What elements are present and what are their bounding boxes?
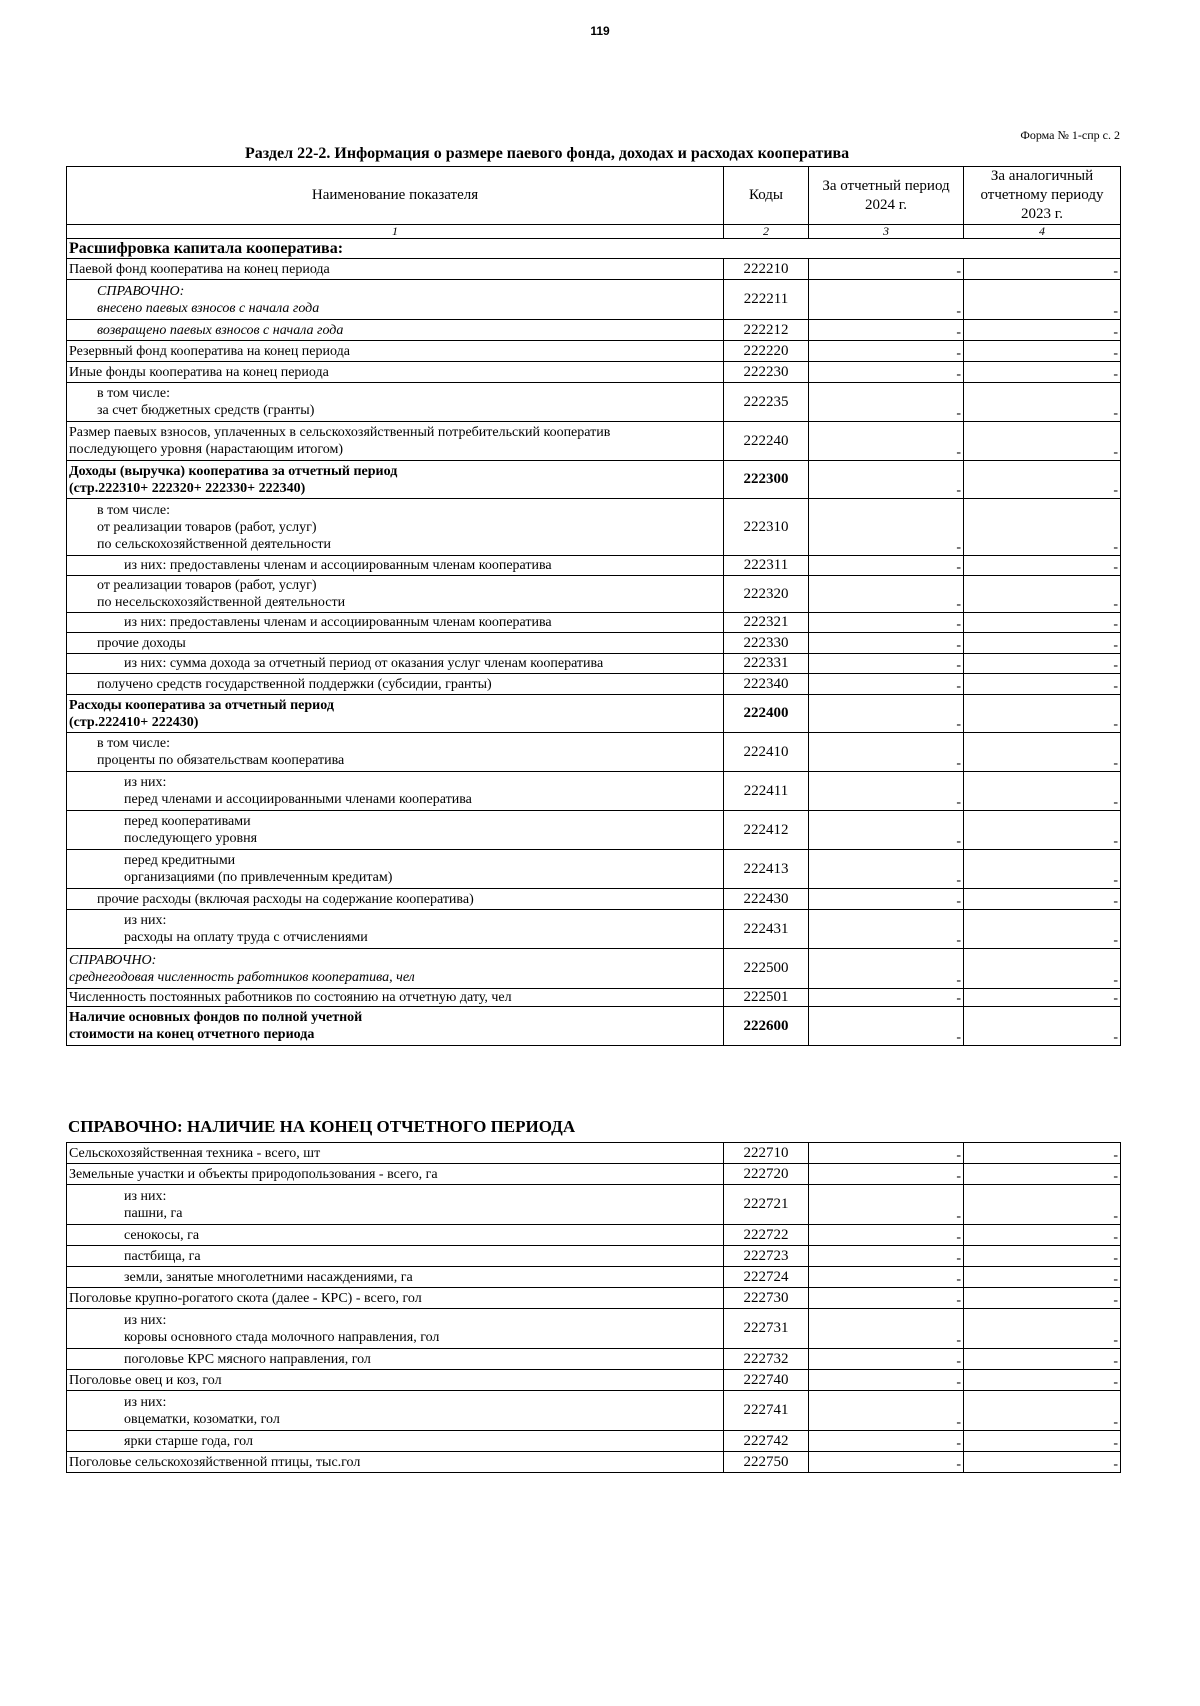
section1-row-222235 [67, 383, 1121, 422]
row-code: 222740 [724, 1370, 809, 1391]
row-code: 222723 [724, 1246, 809, 1267]
indicator-name-line: из них: [124, 1188, 167, 1204]
row-code: 222300 [724, 461, 809, 499]
indicator-name-line: пастбища, га [124, 1248, 201, 1264]
indicator-name [67, 1452, 724, 1473]
indicator-name-line: Наличие основных фондов по полной учетной [69, 1010, 363, 1025]
value-current-period[interactable]: - [809, 461, 964, 499]
row-code: 222430 [724, 889, 809, 910]
indicator-name [67, 613, 724, 633]
header-current-period-year: 2024 г. [865, 196, 907, 213]
value-previous-period[interactable]: - [964, 889, 1121, 910]
indicator-name-line: из них: предоставлены членам и ассоциированным членам кооператива [124, 558, 552, 573]
row-code: 222230 [724, 362, 809, 383]
indicator-name-line: возвращено паевых взносов с начала года [97, 322, 344, 338]
section2-row-222720 [67, 1164, 1121, 1185]
header-indicator-name: Наименование показателя [67, 167, 724, 225]
section1-row-222431 [67, 910, 1121, 949]
section-title: Раздел 22-2. Информация о размере паевого фонда, доходах и расходах кооператива [245, 145, 850, 162]
indicator-name-line: пашни, га [124, 1205, 183, 1221]
indicator-name-line: поголовье КРС мясного направления, гол [124, 1351, 371, 1367]
indicator-name-line: СПРАВОЧНО: [69, 952, 157, 968]
value-current-period[interactable]: - [809, 695, 964, 733]
indicator-name [67, 850, 724, 889]
indicator-name [67, 633, 724, 654]
indicator-name-line: в том числе: [97, 736, 170, 751]
indicator-name-line: из них: [124, 1312, 167, 1328]
indicator-name-line: из них: предоставлены членам и ассоциированным членам кооператива [124, 615, 552, 630]
row-code: 222331 [724, 654, 809, 674]
indicator-name-line: получено средств государственной поддержки (субсидии, гранты) [97, 676, 492, 692]
indicator-name-line: Иные фонды кооператива на конец периода [69, 364, 329, 380]
indicator-name [67, 811, 724, 850]
section1-row-222410 [67, 733, 1121, 772]
indicator-name-line: перед членами и ассоциированными членами кооператива [124, 792, 472, 807]
row-code: 222220 [724, 341, 809, 362]
indicator-name-line: Поголовье овец и коз, гол [69, 1372, 222, 1388]
indicator-name [67, 1391, 724, 1431]
value-previous-period[interactable]: - [964, 422, 1121, 461]
indicator-name-line: (стр.222310+ 222320+ 222330+ 222340) [69, 480, 306, 496]
value-current-period[interactable]: - [809, 733, 964, 772]
value-current-period[interactable]: - [809, 1225, 964, 1246]
value-current-period[interactable]: - [809, 1143, 964, 1164]
indicator-name-line: перед кооперативами [124, 814, 251, 829]
section1-row-222430 [67, 889, 1121, 910]
indicator-name [67, 280, 724, 320]
value-current-period[interactable]: - [809, 362, 964, 383]
section2-row-222742 [67, 1431, 1121, 1452]
section1-row-222321 [67, 613, 1121, 633]
value-current-period[interactable]: - [809, 1452, 964, 1473]
indicator-name [67, 1431, 724, 1452]
value-previous-period[interactable]: - [964, 910, 1121, 949]
value-current-period[interactable]: - [809, 910, 964, 949]
section2-row-222730 [67, 1288, 1121, 1309]
value-current-period[interactable]: - [809, 320, 964, 341]
indicator-name-line: Паевой фонд кооператива на конец периода [69, 261, 330, 277]
row-code: 222710 [724, 1143, 809, 1164]
value-current-period[interactable]: - [809, 613, 964, 633]
value-previous-period[interactable]: - [964, 362, 1121, 383]
value-previous-period[interactable]: - [964, 1349, 1121, 1370]
row-code: 222321 [724, 613, 809, 633]
value-current-period[interactable]: - [809, 889, 964, 910]
row-code: 222731 [724, 1309, 809, 1349]
row-code: 222211 [724, 280, 809, 320]
row-code: 222235 [724, 383, 809, 422]
row-code: 222413 [724, 850, 809, 889]
indicator-name-line: среднегодовая численность работников кооператива, чел [69, 969, 415, 985]
section1-row-222310 [67, 499, 1121, 556]
value-current-period[interactable]: - [809, 1349, 964, 1370]
section1-row-222320 [67, 576, 1121, 613]
value-current-period[interactable]: - [809, 850, 964, 889]
value-previous-period[interactable]: - [964, 1431, 1121, 1452]
header-current-period [809, 167, 964, 225]
row-code: 222501 [724, 989, 809, 1007]
capital-breakdown-heading: Расшифровка капитала кооператива: [67, 239, 1121, 259]
row-code: 222400 [724, 695, 809, 733]
reference-section-title: СПРАВОЧНО: НАЛИЧИЕ НА КОНЕЦ ОТЧЕТНОГО ПЕРИОДА [68, 1117, 576, 1136]
section2-row-222740 [67, 1370, 1121, 1391]
value-current-period[interactable]: - [809, 1164, 964, 1185]
row-code: 222310 [724, 499, 809, 556]
value-previous-period[interactable]: - [964, 499, 1121, 556]
value-current-period[interactable]: - [809, 1370, 964, 1391]
header-previous-period-label: За аналогичный [990, 168, 1094, 184]
row-code: 222720 [724, 1164, 809, 1185]
row-code: 222732 [724, 1349, 809, 1370]
value-previous-period[interactable]: - [964, 280, 1121, 320]
indicator-name [67, 499, 724, 556]
indicator-name-line: последующего уровня (нарастающим итогом) [69, 442, 344, 457]
indicator-name [67, 733, 724, 772]
value-current-period[interactable]: - [809, 1007, 964, 1046]
section1-row-222331 [67, 654, 1121, 674]
row-code: 222412 [724, 811, 809, 850]
value-current-period[interactable]: - [809, 1185, 964, 1225]
value-previous-period[interactable]: - [964, 576, 1121, 613]
indicator-name [67, 889, 724, 910]
indicator-name [67, 674, 724, 695]
value-previous-period[interactable]: - [964, 1452, 1121, 1473]
section1-row-222501 [67, 989, 1121, 1007]
indicator-name-line: организациями (по привлеченным кредитам) [124, 870, 393, 885]
indicator-name-line: от реализации товаров (работ, услуг) [97, 578, 317, 593]
value-current-period[interactable]: - [809, 1267, 964, 1288]
row-code: 222724 [724, 1267, 809, 1288]
indicator-name [67, 695, 724, 733]
indicator-name-line: стоимости на конец отчетного периода [69, 1027, 315, 1042]
section1-row-222230 [67, 362, 1121, 383]
column-number-2: 2 [724, 225, 809, 239]
value-previous-period[interactable]: - [964, 633, 1121, 654]
indicator-name-line: сенокосы, га [124, 1227, 200, 1243]
indicator-name-line: из них: [124, 1394, 167, 1410]
indicator-name [67, 1164, 724, 1185]
value-current-period[interactable]: - [809, 949, 964, 989]
header-previous-period-label-2: отчетному периоду [980, 187, 1104, 203]
value-previous-period[interactable]: - [964, 1288, 1121, 1309]
indicator-name [67, 1143, 724, 1164]
value-previous-period[interactable]: - [964, 989, 1121, 1007]
indicator-name [67, 422, 724, 461]
section2-row-222732 [67, 1349, 1121, 1370]
row-code: 222320 [724, 576, 809, 613]
row-code: 222311 [724, 556, 809, 576]
value-previous-period[interactable]: - [964, 383, 1121, 422]
header-codes: Коды [724, 167, 809, 225]
assets-table [66, 1142, 1121, 1473]
section2-row-222723 [67, 1246, 1121, 1267]
indicator-name [67, 341, 724, 362]
value-current-period[interactable]: - [809, 499, 964, 556]
indicator-name [67, 1185, 724, 1225]
value-previous-period[interactable]: - [964, 556, 1121, 576]
indicator-name [67, 362, 724, 383]
indicator-name-line: прочие доходы [97, 635, 186, 651]
indicator-name [67, 1370, 724, 1391]
value-previous-period[interactable]: - [964, 1225, 1121, 1246]
value-previous-period[interactable]: - [964, 259, 1121, 280]
indicator-name [67, 1267, 724, 1288]
header-previous-period-year: 2023 г. [1021, 206, 1063, 222]
indicator-name [67, 910, 724, 949]
indicator-name-line: Размер паевых взносов, уплаченных в сельскохозяйственный потребительский кооператив [69, 425, 611, 440]
row-code: 222410 [724, 733, 809, 772]
section1-row-222340 [67, 674, 1121, 695]
value-current-period[interactable]: - [809, 674, 964, 695]
header-previous-period [964, 167, 1121, 225]
form-label: Форма № 1-спр с. 2 [1020, 128, 1120, 142]
value-previous-period[interactable]: - [964, 1370, 1121, 1391]
value-previous-period[interactable]: - [964, 341, 1121, 362]
section2-row-222741 [67, 1391, 1121, 1431]
indicator-name-line: земли, занятые многолетними насаждениями, га [124, 1269, 413, 1285]
indicator-name [67, 1288, 724, 1309]
value-previous-period[interactable]: - [964, 654, 1121, 674]
section2-row-222722 [67, 1225, 1121, 1246]
section1-row-222300 [67, 461, 1121, 499]
row-code: 222741 [724, 1391, 809, 1431]
value-previous-period[interactable]: - [964, 850, 1121, 889]
value-current-period[interactable]: - [809, 1288, 964, 1309]
value-previous-period[interactable]: - [964, 1185, 1121, 1225]
value-previous-period[interactable]: - [964, 811, 1121, 850]
row-code: 222750 [724, 1452, 809, 1473]
indicator-name [67, 949, 724, 989]
row-code: 222500 [724, 949, 809, 989]
indicator-name-line: из них: [124, 775, 167, 790]
value-current-period[interactable]: - [809, 280, 964, 320]
header-current-period-label: За отчетный период [822, 177, 950, 194]
value-previous-period[interactable]: - [964, 461, 1121, 499]
indicator-name [67, 1246, 724, 1267]
indicator-name-line: из них: сумма дохода за отчетный период от оказания услуг членам кооператива [124, 656, 604, 671]
section1-row-222412 [67, 811, 1121, 850]
section1-row-222220 [67, 341, 1121, 362]
indicator-name-line: по сельскохозяйственной деятельности [97, 536, 332, 552]
value-current-period[interactable]: - [809, 259, 964, 280]
indicator-name-line: за счет бюджетных средств (гранты) [97, 403, 315, 418]
column-number-1: 1 [67, 225, 724, 239]
section1-row-222212 [67, 320, 1121, 341]
section1-row-222400 [67, 695, 1121, 733]
indicator-name [67, 654, 724, 674]
indicator-name-line: ярки старше года, гол [124, 1433, 253, 1449]
indicator-name [67, 576, 724, 613]
indicator-name-line: в том числе: [97, 386, 170, 401]
indicator-name [67, 1349, 724, 1370]
indicator-name-line: коровы основного стада молочного направления, гол [124, 1329, 440, 1345]
indicator-name-line: Численность постоянных работников по состоянию на отчетную дату, чел [69, 990, 512, 1005]
value-previous-period[interactable]: - [964, 613, 1121, 633]
value-current-period[interactable]: - [809, 772, 964, 811]
indicator-name [67, 259, 724, 280]
section1-row-222500 [67, 949, 1121, 989]
section2-row-222724 [67, 1267, 1121, 1288]
section1-row-222330 [67, 633, 1121, 654]
indicator-name [67, 1309, 724, 1349]
indicator-name-line: Расходы кооператива за отчетный период [69, 697, 334, 713]
value-previous-period[interactable]: - [964, 949, 1121, 989]
indicator-name-line: Доходы (выручка) кооператива за отчетный период [69, 463, 398, 479]
indicator-name-line: СПРАВОЧНО: [97, 283, 185, 299]
indicator-name [67, 772, 724, 811]
column-number-3: 3 [809, 225, 964, 239]
value-current-period[interactable]: - [809, 556, 964, 576]
indicator-name-line: последующего уровня [124, 831, 258, 846]
value-current-period[interactable]: - [809, 633, 964, 654]
indicator-name-line: по несельскохозяйственной деятельности [97, 595, 346, 610]
row-code: 222722 [724, 1225, 809, 1246]
indicator-name-line: проценты по обязательствам кооператива [97, 753, 345, 768]
indicator-name-line: Поголовье крупно-рогатого скота (далее - КРС) - всего, гол [69, 1290, 422, 1306]
value-current-period[interactable]: - [809, 1431, 964, 1452]
indicator-name-line: (стр.222410+ 222430) [69, 714, 199, 730]
value-previous-period[interactable]: - [964, 695, 1121, 733]
value-current-period[interactable]: - [809, 1309, 964, 1349]
section2-row-222750 [67, 1452, 1121, 1473]
value-current-period[interactable]: - [809, 341, 964, 362]
value-current-period[interactable]: - [809, 654, 964, 674]
section2-row-222731 [67, 1309, 1121, 1349]
section1-row-222413 [67, 850, 1121, 889]
row-code: 222212 [724, 320, 809, 341]
value-current-period[interactable]: - [809, 1391, 964, 1431]
row-code: 222340 [724, 674, 809, 695]
indicator-name-line: внесено паевых взносов с начала года [97, 300, 320, 316]
indicator-name [67, 989, 724, 1007]
indicators-table [66, 166, 1121, 1046]
value-previous-period[interactable]: - [964, 733, 1121, 772]
indicator-name-line: овцематки, козоматки, гол [124, 1411, 280, 1427]
indicator-name-line: Сельскохозяйственная техника - всего, шт [69, 1145, 321, 1161]
value-previous-period[interactable]: - [964, 1143, 1121, 1164]
indicator-name-line: от реализации товаров (работ, услуг) [97, 519, 317, 535]
section1-row-222210 [67, 259, 1121, 280]
value-current-period[interactable]: - [809, 989, 964, 1007]
value-current-period[interactable]: - [809, 383, 964, 422]
value-previous-period[interactable]: - [964, 772, 1121, 811]
indicator-name [67, 461, 724, 499]
indicator-name-line: Земельные участки и объекты природопользования - всего, га [69, 1166, 438, 1182]
page-number: 119 [590, 24, 610, 38]
indicator-name [67, 383, 724, 422]
section2-row-222721 [67, 1185, 1121, 1225]
section1-row-222240 [67, 422, 1121, 461]
value-previous-period[interactable]: - [964, 1309, 1121, 1349]
value-previous-period[interactable]: - [964, 1164, 1121, 1185]
row-code: 222210 [724, 259, 809, 280]
indicator-name [67, 320, 724, 341]
row-code: 222730 [724, 1288, 809, 1309]
row-code: 222721 [724, 1185, 809, 1225]
indicator-name-line: в том числе: [97, 502, 170, 518]
value-previous-period[interactable]: - [964, 1246, 1121, 1267]
value-current-period[interactable]: - [809, 1246, 964, 1267]
row-code: 222600 [724, 1007, 809, 1046]
section2-row-222710 [67, 1143, 1121, 1164]
section1-row-222311 [67, 556, 1121, 576]
indicator-name [67, 556, 724, 576]
indicator-name-line: перед кредитными [124, 853, 236, 868]
section1-row-222211 [67, 280, 1121, 320]
value-previous-period[interactable]: - [964, 674, 1121, 695]
indicator-name [67, 1007, 724, 1046]
value-current-period[interactable]: - [809, 422, 964, 461]
indicator-name-line: расходы на оплату труда с отчислениями [124, 930, 368, 945]
row-code: 222330 [724, 633, 809, 654]
value-previous-period[interactable]: - [964, 1267, 1121, 1288]
indicator-name-line: Резервный фонд кооператива на конец периода [69, 343, 350, 359]
value-previous-period[interactable]: - [964, 1007, 1121, 1046]
value-current-period[interactable]: - [809, 811, 964, 850]
section1-row-222411 [67, 772, 1121, 811]
value-previous-period[interactable]: - [964, 320, 1121, 341]
section1-row-222600 [67, 1007, 1121, 1046]
row-code: 222240 [724, 422, 809, 461]
row-code: 222431 [724, 910, 809, 949]
row-code: 222411 [724, 772, 809, 811]
value-current-period[interactable]: - [809, 576, 964, 613]
indicator-name-line: Поголовье сельскохозяйственной птицы, тыс.гол [69, 1454, 361, 1470]
column-number-4: 4 [964, 225, 1121, 239]
row-code: 222742 [724, 1431, 809, 1452]
indicator-name-line: из них: [124, 913, 167, 928]
value-previous-period[interactable]: - [964, 1391, 1121, 1431]
indicator-name [67, 1225, 724, 1246]
indicator-name-line: прочие расходы (включая расходы на содержание кооператива) [97, 891, 474, 907]
